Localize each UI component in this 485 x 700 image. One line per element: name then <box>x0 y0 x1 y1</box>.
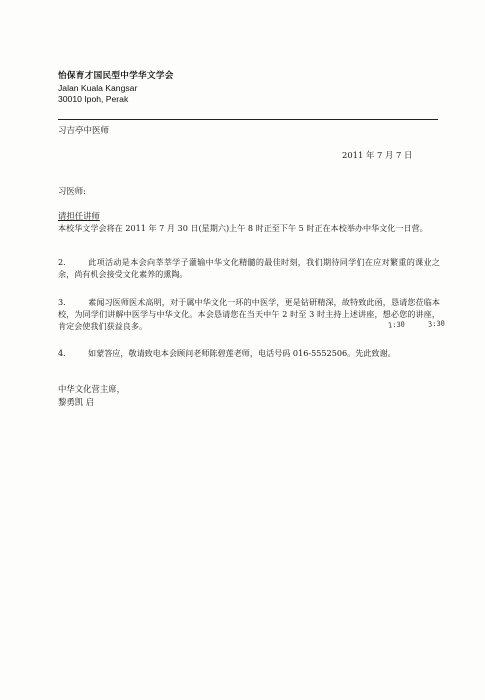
sign-off-title: 中华文化营主席， <box>58 384 125 394</box>
paragraph-4 <box>58 347 440 359</box>
header-divider <box>58 119 438 120</box>
paragraph-number: 3. <box>58 297 66 307</box>
subject-line: 请担任讲师 <box>58 211 100 221</box>
paragraph-text: 本校华文学会将在 2011 年 7 月 30 日(星期六)上午 8 时正至下午 5 时正在本校举办中华文化一日营。 <box>58 223 428 233</box>
salutation: 习医师: <box>58 186 86 196</box>
org-name: 怡保育才国民型中学华文学会 <box>58 71 174 81</box>
letterhead <box>58 71 174 106</box>
recipient: 习吉亭中医师 <box>58 126 110 136</box>
paragraph-number: 4. <box>58 348 66 358</box>
handwritten-note: 1:30 <box>387 320 406 330</box>
paragraph-2 <box>58 256 440 280</box>
letter-date: 2011 年 7 月 7 日 <box>342 150 413 160</box>
paragraph-3 <box>58 296 440 332</box>
paragraph-text: 如蒙答应，敬请致电本会顾问老师陈碧莲老师，电话号码 016-5552506。先此致谢。 <box>88 348 396 358</box>
paragraph-text: 此项活动是本会向莘莘学子灌输中华文化精髓的最佳时刻，我们期待同学们在应对繁重的课业之余，尚有机会接受文化素养的熏陶。 <box>58 257 440 279</box>
paragraph-number: 2. <box>58 257 66 267</box>
paragraph-1 <box>58 222 440 234</box>
address-line-2: 30010 Ipoh, Perak <box>58 94 129 104</box>
handwritten-note: 3:30 <box>427 319 446 329</box>
sign-off-name: 黎勇凯 启 <box>58 397 95 407</box>
address-line-1: Jalan Kuala Kangsar <box>58 82 138 93</box>
paragraph-text: 素闻习医师医术高明，对于属中华文化一环的中医学，更是钻研精深，故特致此函，恳请您莅临本校，为同学们讲解中医学与中华文化。本会恳请您在当天中午 2 时至 3 时主持上述讲座，想必您的讲座，肯定会使我们获益良多。 <box>58 297 440 331</box>
